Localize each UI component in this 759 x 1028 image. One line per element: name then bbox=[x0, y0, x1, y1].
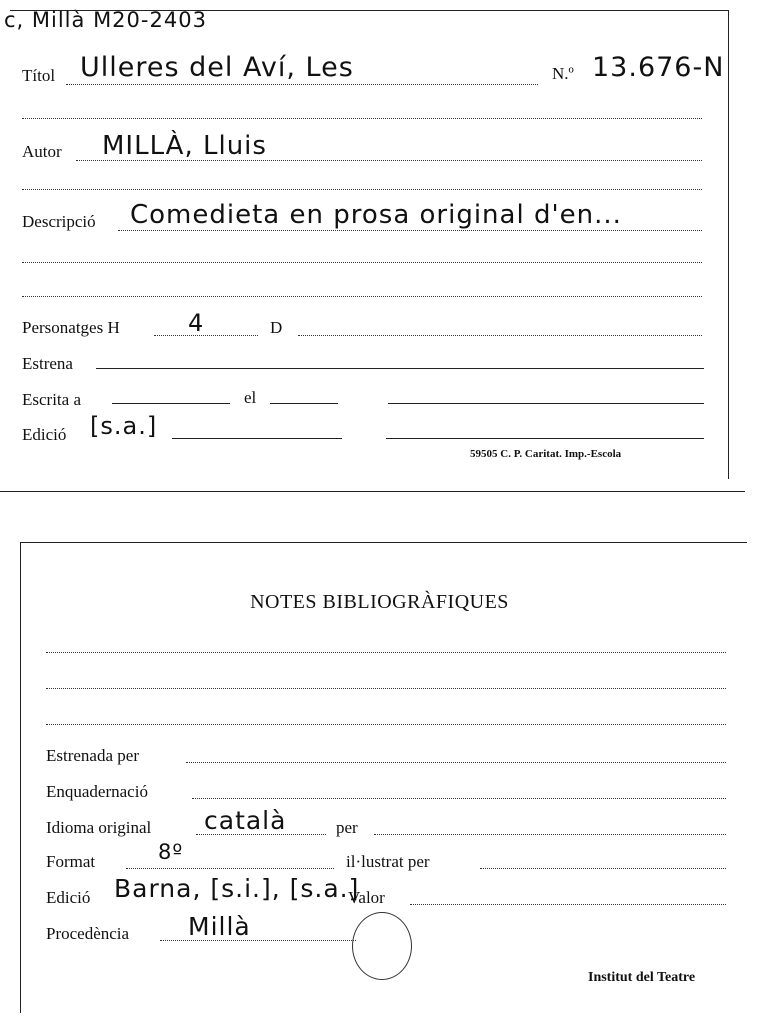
titol-line bbox=[66, 84, 538, 85]
valor-line bbox=[410, 904, 726, 905]
edicio-label-back: Edició bbox=[46, 888, 91, 907]
edicio-label: Edició bbox=[22, 425, 67, 444]
estrena-label: Estrena bbox=[22, 354, 73, 373]
titol-label: Títol bbox=[22, 66, 56, 85]
edicio-line bbox=[172, 438, 342, 439]
idioma-value: català bbox=[204, 806, 287, 835]
blank-line-1 bbox=[22, 118, 702, 119]
idioma-label: Idioma original bbox=[46, 818, 152, 837]
procedencia-label: Procedència bbox=[46, 924, 130, 943]
estrena-line bbox=[96, 368, 704, 369]
illustrat-label: il·lustrat per bbox=[346, 852, 430, 871]
edicio-value-back: Barna, [s.i.], [s.a.] bbox=[114, 874, 360, 903]
illustrat-line bbox=[480, 868, 726, 869]
idioma-per-label: per bbox=[336, 818, 358, 837]
idioma-line bbox=[196, 834, 326, 835]
escrita-label: Escrita a bbox=[22, 390, 81, 409]
card-separator bbox=[0, 491, 745, 492]
notes-heading: NOTES BIBLIOGRÀFIQUES bbox=[250, 591, 509, 613]
format-value: 8º bbox=[158, 840, 184, 864]
descripcio-line bbox=[118, 230, 702, 231]
numero-label: N.º bbox=[552, 64, 574, 83]
autor-value: MILLÀ, Lluis bbox=[102, 131, 267, 161]
autor-label: Autor bbox=[22, 142, 62, 161]
enquadernacio-line bbox=[192, 798, 726, 799]
blank-line-4 bbox=[22, 296, 702, 297]
catalog-reference-note: c, Millà M20-2403 bbox=[4, 8, 207, 32]
descripcio-label: Descripció bbox=[22, 212, 96, 231]
descripcio-value: Comedieta en prosa original d'en... bbox=[130, 200, 622, 230]
notes-line-2 bbox=[46, 688, 726, 689]
edicio-extra-line bbox=[386, 438, 704, 439]
notes-line-3 bbox=[46, 724, 726, 725]
enquadernacio-label: Enquadernació bbox=[46, 782, 148, 801]
blank-line-2 bbox=[22, 189, 702, 190]
autor-line bbox=[76, 160, 702, 161]
blank-line-3 bbox=[22, 262, 702, 263]
estrenada-label: Estrenada per bbox=[46, 746, 139, 765]
numero-value: 13.676-N bbox=[592, 52, 725, 83]
format-line bbox=[126, 868, 334, 869]
institution-name: Institut del Teatre bbox=[588, 970, 696, 985]
el-label: el bbox=[244, 388, 257, 407]
format-label: Format bbox=[46, 852, 96, 871]
printer-note: 59505 C. P. Caritat. Imp.-Escola bbox=[470, 448, 622, 460]
estrenada-line bbox=[186, 762, 726, 763]
idioma-per-line bbox=[374, 834, 726, 835]
personatges-label: Personatges H bbox=[22, 318, 120, 337]
escrita-line bbox=[112, 403, 230, 404]
stamp-circle bbox=[352, 912, 412, 980]
el-line bbox=[270, 403, 338, 404]
personatges-d-label: D bbox=[270, 318, 283, 337]
procedencia-value: Millà bbox=[188, 912, 251, 941]
edicio-value: [s.a.] bbox=[90, 412, 158, 440]
procedencia-line bbox=[160, 940, 356, 941]
personatges-h-value: 4 bbox=[188, 309, 205, 337]
personatges-d-line bbox=[298, 335, 702, 336]
personatges-h-line bbox=[154, 335, 258, 336]
notes-line-1 bbox=[46, 652, 726, 653]
valor-label: Valor bbox=[348, 888, 385, 907]
titol-value: Ulleres del Aví, Les bbox=[80, 52, 354, 83]
escrita-extra-line bbox=[388, 403, 704, 404]
